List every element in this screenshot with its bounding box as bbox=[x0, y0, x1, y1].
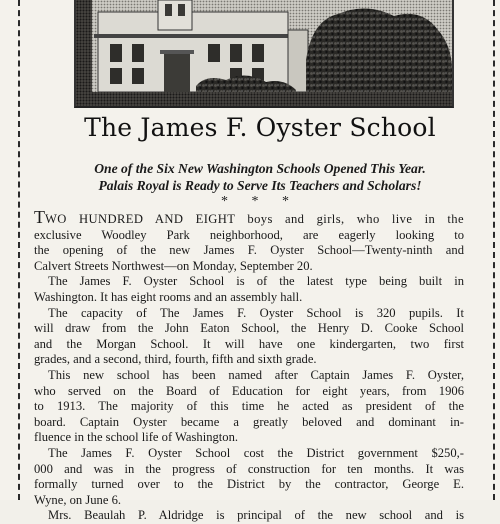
article-line: Washington. It has eight rooms and an assembly hall. bbox=[34, 289, 303, 304]
article-line: grades, and a second, third, fourth, fifth and sixth grade. bbox=[34, 352, 317, 367]
article-line: Calvert Streets Northwest—on Monday, September 20. bbox=[34, 258, 313, 273]
article-line: Wyne, on June 6. bbox=[34, 492, 122, 507]
article-line: and the Morgan School. It will have one kindergarten, two first bbox=[34, 336, 464, 351]
article-line: formally turned over to the District by the contractor, George E. bbox=[34, 477, 464, 492]
left-dashed-border bbox=[18, 0, 23, 500]
article-line: exclusive Woodley Park neighborhood, are eagerly looking to bbox=[34, 227, 464, 242]
lead-in-text: WO HUNDRED AND EIGHT boys and girls, who live in the bbox=[45, 212, 464, 226]
article-headline: The James F. Oyster School bbox=[84, 113, 436, 142]
article-subhead bbox=[30, 160, 490, 194]
article-line: will draw from the John Eaton School, the Henry D. Cooke School bbox=[34, 321, 464, 336]
school-building-illustration bbox=[76, 0, 452, 106]
article-line: 000 and was in the progress of construction for ten months. It was bbox=[34, 461, 464, 476]
drop-cap-letter: T bbox=[34, 207, 45, 227]
article-line: fluence in the school life of Washington. bbox=[34, 430, 239, 445]
article-line: the opening of the new James F. Oyster School—Twenty-ninth and bbox=[34, 243, 464, 258]
subhead-line-1: One of the Six New Washington Schools Opened This Year. bbox=[94, 161, 426, 176]
article-line: The capacity of The James F. Oyster School is 320 pupils. It bbox=[48, 305, 464, 320]
article-line: who served on the Board of Education for eight years, from 1906 bbox=[34, 383, 464, 398]
article-line: to 1913. The majority of this time he acted as president of the bbox=[34, 399, 464, 414]
article-line: board. Captain Oyster became a greatly beloved and dominant in- bbox=[34, 414, 464, 429]
subhead-line-2: Palais Royal is Ready to Serve Its Teachers and Scholars! bbox=[98, 178, 422, 193]
article-line: The James F. Oyster School is of the latest type being built in bbox=[48, 274, 464, 289]
right-dashed-border bbox=[493, 0, 498, 500]
section-separator: * * * bbox=[221, 194, 299, 209]
article-line: This new school has been named after Captain James F. Oyster, bbox=[48, 367, 464, 382]
article-line: The James F. Oyster School cost the District government $250,- bbox=[48, 445, 464, 460]
article-line bbox=[34, 207, 464, 228]
article-line: Mrs. Beaulah P. Aldridge is principal of the new school and is bbox=[48, 508, 464, 523]
article-body bbox=[34, 207, 464, 524]
school-building-photo bbox=[74, 0, 454, 108]
